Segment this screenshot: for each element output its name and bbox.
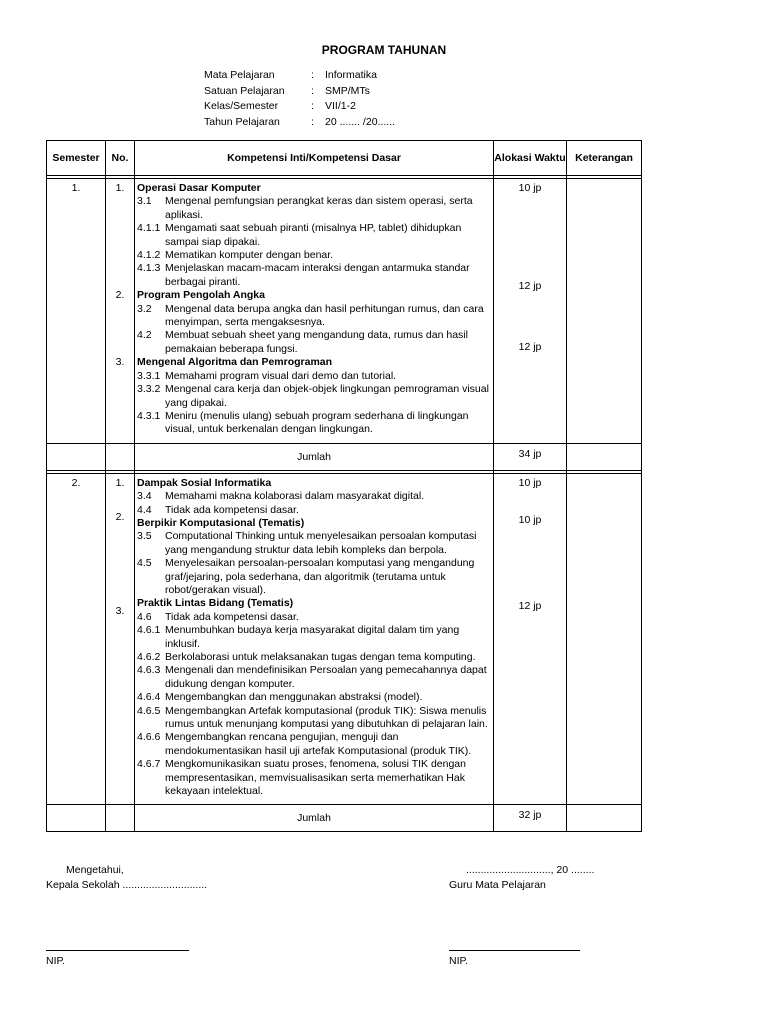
group-title: Mengenal Algoritma dan Pemrograman: [137, 356, 333, 369]
item-text: Tidak ada kompetensi dasar.: [165, 503, 299, 516]
allocation-value: 12 jp: [518, 280, 542, 292]
list-item: [137, 490, 491, 503]
item-number: 4.6.1: [137, 624, 161, 637]
empty-cell: [47, 443, 106, 470]
competency-list: [135, 473, 494, 805]
meta-label: Tahun Pelajaran: [204, 115, 280, 128]
semester-number: 2.: [47, 473, 106, 805]
list-item: [137, 530, 491, 557]
item-text: Mengembangkan dan menggunakan abstraksi (model).: [165, 691, 423, 704]
table-header-row: [47, 141, 642, 176]
total-label: Jumlah: [135, 805, 494, 832]
meta-row-school-level: [204, 84, 395, 100]
item-number: 3.4: [137, 490, 152, 503]
item-number: 4.2: [137, 329, 152, 342]
item-number: 4.1.1: [137, 222, 161, 235]
item-text: Mengembangkan rencana pengujian, menguji dan mendokumentasikan hasil uji artefak Komputasional (produk TIK).: [165, 731, 472, 757]
list-item: [137, 222, 491, 249]
list-item: [137, 758, 491, 798]
remarks-cell: [567, 805, 642, 832]
meta-value: Informatika: [325, 69, 377, 81]
allocation-cell: [494, 473, 567, 805]
header-keterangan: Keterangan: [567, 141, 642, 176]
meta-colon: :: [311, 84, 314, 97]
item-number: 4.1.2: [137, 249, 161, 262]
total-value: 32 jp: [494, 805, 567, 832]
list-item: [137, 370, 491, 383]
allocation-value: 10 jp: [518, 476, 542, 489]
list-item: [137, 262, 491, 289]
item-number: 3.3.2: [137, 383, 161, 396]
meta-colon: :: [311, 115, 314, 128]
meta-value: VII/1-2: [325, 100, 356, 112]
item-text: Menyelesaikan persoalan-persoalan komputasi yang mengandung graf/jejaring, pola sederhana, dan algoritmik (terutama untuk robot/gerakan visual).: [165, 557, 475, 596]
item-text: Mengenali dan mendefinisikan Persoalan yang pemecahannya dapat didukung dengan komputer.: [165, 664, 487, 690]
allocation-cell: [494, 179, 567, 444]
item-number: 3.3.1: [137, 369, 161, 382]
item-text: Mengkomunikasikan suatu proses, fenomena, solusi TIK dengan mempresentasikan, memvisualisasikan serta memerhatikan Hak kekayaan intelektual.: [165, 758, 466, 798]
item-text: Meniru (menulis ulang) sebuah program sederhana di lingkungan visual, untuk berkenalan dengan lingkungan.: [165, 409, 469, 436]
list-item: [137, 664, 491, 691]
total-value: 34 jp: [494, 443, 567, 470]
meta-label: Kelas/Semester: [204, 100, 279, 112]
teacher-nip: NIP.: [449, 955, 469, 967]
meta-value: 20 ....... /20......: [325, 115, 396, 128]
meta-label: Mata Pelajaran: [204, 69, 275, 81]
meta-row-school-year: [204, 115, 395, 131]
meta-label: Satuan Pelajaran: [204, 84, 285, 97]
semester-row: [47, 179, 642, 444]
list-item: [137, 303, 491, 330]
item-text: Mengenal cara kerja dan objek-objek lingkungan pemrograman visual yang dipakai.: [165, 383, 489, 409]
item-number: 4.6.6: [137, 731, 161, 744]
item-number: 3.5: [137, 530, 152, 543]
list-item: [137, 624, 491, 651]
group-title: Praktik Lintas Bidang (Tematis): [137, 597, 294, 610]
group-number: 3.: [115, 356, 125, 368]
list-item: [137, 195, 491, 222]
header-semester: Semester: [47, 141, 106, 176]
principal-nip: NIP.: [46, 955, 66, 967]
total-label: Jumlah: [135, 443, 494, 470]
allocation-value: 10 jp: [518, 513, 542, 526]
meta-value: SMP/MTs: [325, 84, 370, 97]
meta-row-subject: [204, 68, 395, 84]
remarks-cell: [567, 473, 642, 805]
list-item: [137, 557, 491, 597]
allocation-value: 12 jp: [518, 341, 542, 353]
item-number: 4.5: [137, 557, 152, 570]
semester-number: 1.: [47, 179, 106, 444]
header-alokasi: Alokasi Waktu: [494, 141, 567, 176]
header-no: No.: [106, 141, 135, 176]
total-row: [47, 805, 642, 832]
empty-cell: [47, 805, 106, 832]
semester-row: [47, 473, 642, 805]
group-number: 2.: [115, 510, 125, 523]
item-number: 4.6.7: [137, 758, 161, 771]
item-number: 4.6.5: [137, 704, 161, 717]
list-item: [137, 731, 491, 758]
item-number: 3.1: [137, 195, 152, 208]
annual-program-table: [46, 140, 642, 832]
item-text: Memahami makna kolaborasi dalam masyarakat digital.: [165, 490, 425, 503]
meta-colon: :: [311, 100, 314, 112]
item-text: Mengembangkan Artefak komputasional (produk TIK): Siswa menulis rumus untuk menunjang komputasi yang dibutuhkan di pelajaran lain.: [165, 704, 488, 731]
item-number: 4.6.3: [137, 664, 161, 677]
document-meta: [204, 68, 395, 130]
item-text: Membuat sebuah sheet yang mengandung data, rumus dan hasil pemakaian beberapa fungsi.: [165, 329, 468, 355]
allocation-value: 12 jp: [518, 599, 542, 612]
item-text: Menjelaskan macam-macam interaksi dengan antarmuka standar berbagai piranti.: [165, 262, 470, 288]
item-text: Mengamati saat sebuah piranti (misalnya HP, tablet) dihidupkan sampai siap dipakai.: [165, 222, 462, 248]
item-text: Menumbuhkan budaya kerja masyarakat digital dalam tim yang inklusif.: [165, 624, 460, 650]
group-number: 1.: [115, 476, 125, 489]
item-text: Mengenal pemfungsian perangkat keras dan sistem operasi, serta aplikasi.: [165, 195, 473, 221]
item-number: 4.3.1: [137, 409, 161, 422]
header-kompetensi: Kompetensi Inti/Kompetensi Dasar: [135, 141, 494, 176]
meta-colon: :: [311, 69, 314, 81]
list-item: [137, 410, 491, 437]
group-number: 2.: [115, 289, 125, 301]
total-row: [47, 443, 642, 470]
item-number: 4.6.2: [137, 651, 161, 663]
group-number-cell: [106, 179, 135, 444]
principal-label: Kepala Sekolah .............................: [46, 879, 208, 891]
remarks-cell: [567, 443, 642, 470]
group-title: Program Pengolah Angka: [137, 289, 265, 302]
list-item: [137, 691, 491, 704]
principal-signature-line: [46, 950, 189, 951]
allocation-value: 10 jp: [518, 182, 542, 194]
item-number: 4.4: [137, 503, 152, 516]
date-line: ............................., 20 ........: [466, 864, 595, 876]
list-item: [137, 705, 491, 732]
list-item: [137, 383, 491, 410]
item-text: Mematikan komputer dengan benar.: [165, 249, 334, 262]
group-number-cell: [106, 473, 135, 805]
list-item: [137, 329, 491, 356]
competency-list: [135, 179, 494, 444]
item-text: Berkolaborasi untuk melaksanakan tugas dengan tema komputing.: [165, 651, 476, 663]
group-title: Dampak Sosial Informatika: [137, 476, 272, 489]
item-text: Computational Thinking untuk menyelesaikan persoalan komputasi yang mengandung struktur data lebih kompleks dan berpola.: [165, 530, 477, 556]
group-number: 1.: [115, 182, 125, 194]
item-number: 3.2: [137, 302, 152, 315]
item-number: 4.6: [137, 610, 152, 623]
item-text: Memahami program visual dari demo dan tutorial.: [165, 369, 397, 382]
item-number: 4.6.4: [137, 691, 161, 704]
empty-cell: [106, 443, 135, 470]
group-title: Operasi Dasar Komputer: [137, 182, 261, 194]
page-title: PROGRAM TAHUNAN: [321, 43, 447, 57]
item-text: Tidak ada kompetensi dasar.: [165, 610, 299, 623]
item-number: 4.1.3: [137, 262, 161, 275]
meta-row-class-semester: [204, 99, 395, 115]
group-number: 3.: [115, 604, 125, 617]
empty-cell: [106, 805, 135, 832]
acknowledgement-label: Mengetahui,: [66, 864, 124, 876]
list-item: [137, 249, 491, 262]
remarks-cell: [567, 179, 642, 444]
teacher-signature-line: [449, 950, 580, 951]
list-item: [137, 611, 491, 624]
item-text: Mengenal data berupa angka dan hasil perhitungan rumus, dan cara menyimpan, serta mengaksesnya.: [165, 302, 484, 329]
list-item: [137, 651, 491, 664]
group-title: Berpikir Komputasional (Tematis): [137, 516, 305, 529]
teacher-label: Guru Mata Pelajaran: [449, 879, 546, 891]
list-item: [137, 504, 491, 517]
